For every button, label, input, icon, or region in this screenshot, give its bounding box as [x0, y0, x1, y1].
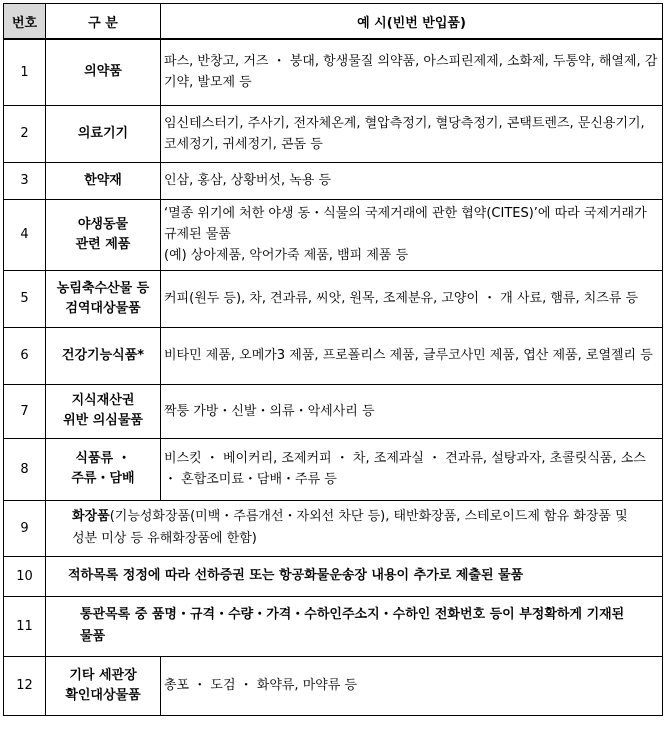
row-number: 10	[4, 556, 46, 596]
row-category	[46, 199, 161, 270]
row-number: 3	[4, 162, 46, 199]
header-number: 번호	[4, 4, 46, 40]
cosmetics-description: (기능성화장품(미백・주름개선・자외선 차단 등), 태반화장품, 스테로이드제 함유 화장품 및 성분 미상 등 유해화장품에 한함)	[72, 509, 628, 546]
row-examples: 파스, 반창고, 거즈 ・ 붕대, 항생물질 의약품, 아스피린제제, 소화제, 두통약, 해열제, 감기약, 발모제 등	[161, 39, 663, 105]
row-number: 2	[4, 105, 46, 162]
table-row	[4, 270, 663, 327]
category-line: 지식재산권	[71, 393, 135, 408]
table-header-row	[4, 4, 663, 40]
category-line: 확인대상물품	[65, 687, 141, 703]
row-number: 12	[4, 656, 46, 715]
table-row	[4, 162, 663, 199]
row-number: 7	[4, 384, 46, 438]
row-number: 8	[4, 438, 46, 500]
row-number: 9	[4, 500, 46, 556]
table-row	[4, 327, 663, 384]
row-merged-content: 적하목록 정정에 따라 선하증권 또는 항공화물운송장 내용이 추가로 제출된 물품	[46, 556, 663, 596]
row-examples: 임신테스터기, 주사기, 전자체온계, 혈압측정기, 혈당측정기, 콘택트렌즈, 문신용기기, 코세정기, 귀세정기, 콘돔 등	[161, 105, 663, 162]
category-line: 검역대상물품	[65, 300, 141, 316]
table-row	[4, 105, 663, 162]
row-category	[46, 270, 161, 327]
row-number: 4	[4, 199, 46, 270]
cosmetics-label: 화장품	[72, 509, 110, 524]
row-examples: 비타민 제품, 오메가3 제품, 프로폴리스 제품, 글루코사민 제품, 엽산 제품, 로열젤리 등	[161, 327, 663, 384]
header-category: 구 분	[46, 4, 161, 40]
category-line: 야생동물	[77, 216, 129, 232]
import-items-table	[3, 3, 663, 716]
category-line: 기타 세관장	[69, 667, 137, 683]
category-line: 주류・담배	[71, 471, 135, 486]
table-row	[4, 438, 663, 500]
table-row	[4, 500, 663, 556]
row-examples: 총포 ・ 도검 ・ 화약류, 마약류 등	[161, 656, 663, 715]
row-category	[46, 384, 161, 438]
table-row	[4, 39, 663, 105]
row-examples: 비스킷 ・ 베이커리, 조제커피 ・ 차, 조제과실 ・ 견과류, 설탕과자, 초콜릿식품, 소스 ・ 혼합조미료・담배・주류 등	[161, 438, 663, 500]
row-category	[46, 438, 161, 500]
row-examples: 인삼, 홍삼, 상황버섯, 녹용 등	[161, 162, 663, 199]
category-line: 위반 의심물품	[63, 413, 143, 428]
row-number: 1	[4, 39, 46, 105]
table-row	[4, 384, 663, 438]
category-line: 관련 제품	[75, 236, 131, 252]
row-examples: 짝퉁 가방・신발・의류・악세사리 등	[161, 384, 663, 438]
row-examples: 커피(원두 등), 차, 견과류, 씨앗, 원목, 조제분유, 고양이 ・ 개 사료, 햄류, 치즈류 등	[161, 270, 663, 327]
category-line: 식품류 ・	[75, 451, 131, 466]
table-row	[4, 596, 663, 656]
header-examples: 예 시(빈번 반입품)	[161, 4, 663, 40]
row-merged-content	[46, 500, 663, 556]
row-category	[46, 656, 161, 715]
row-category: 건강기능식품*	[46, 327, 161, 384]
row-merged-content: 통관목록 중 품명・규격・수량・가격・수하인주소지・수하인 전화번호 등이 부정확하게 기재된 물품	[46, 596, 663, 656]
row-number: 11	[4, 596, 46, 656]
row-number: 5	[4, 270, 46, 327]
row-examples	[161, 199, 663, 270]
table-row	[4, 199, 663, 270]
table-row	[4, 556, 663, 596]
row-number: 6	[4, 327, 46, 384]
category-line: 농림축수산물 등	[56, 280, 150, 296]
row-category: 한약재	[46, 162, 161, 199]
row-category: 의약품	[46, 39, 161, 105]
examples-line: (예) 상아제품, 악어가죽 제품, 뱀피 제품 등	[164, 248, 409, 263]
table-row	[4, 656, 663, 715]
examples-line: ‘멸종 위기에 처한 야생 동・식물의 국제거래에 관한 협약(CITES)’에 따라 국제거래가 규제된 물품	[164, 206, 647, 242]
row-category: 의료기기	[46, 105, 161, 162]
